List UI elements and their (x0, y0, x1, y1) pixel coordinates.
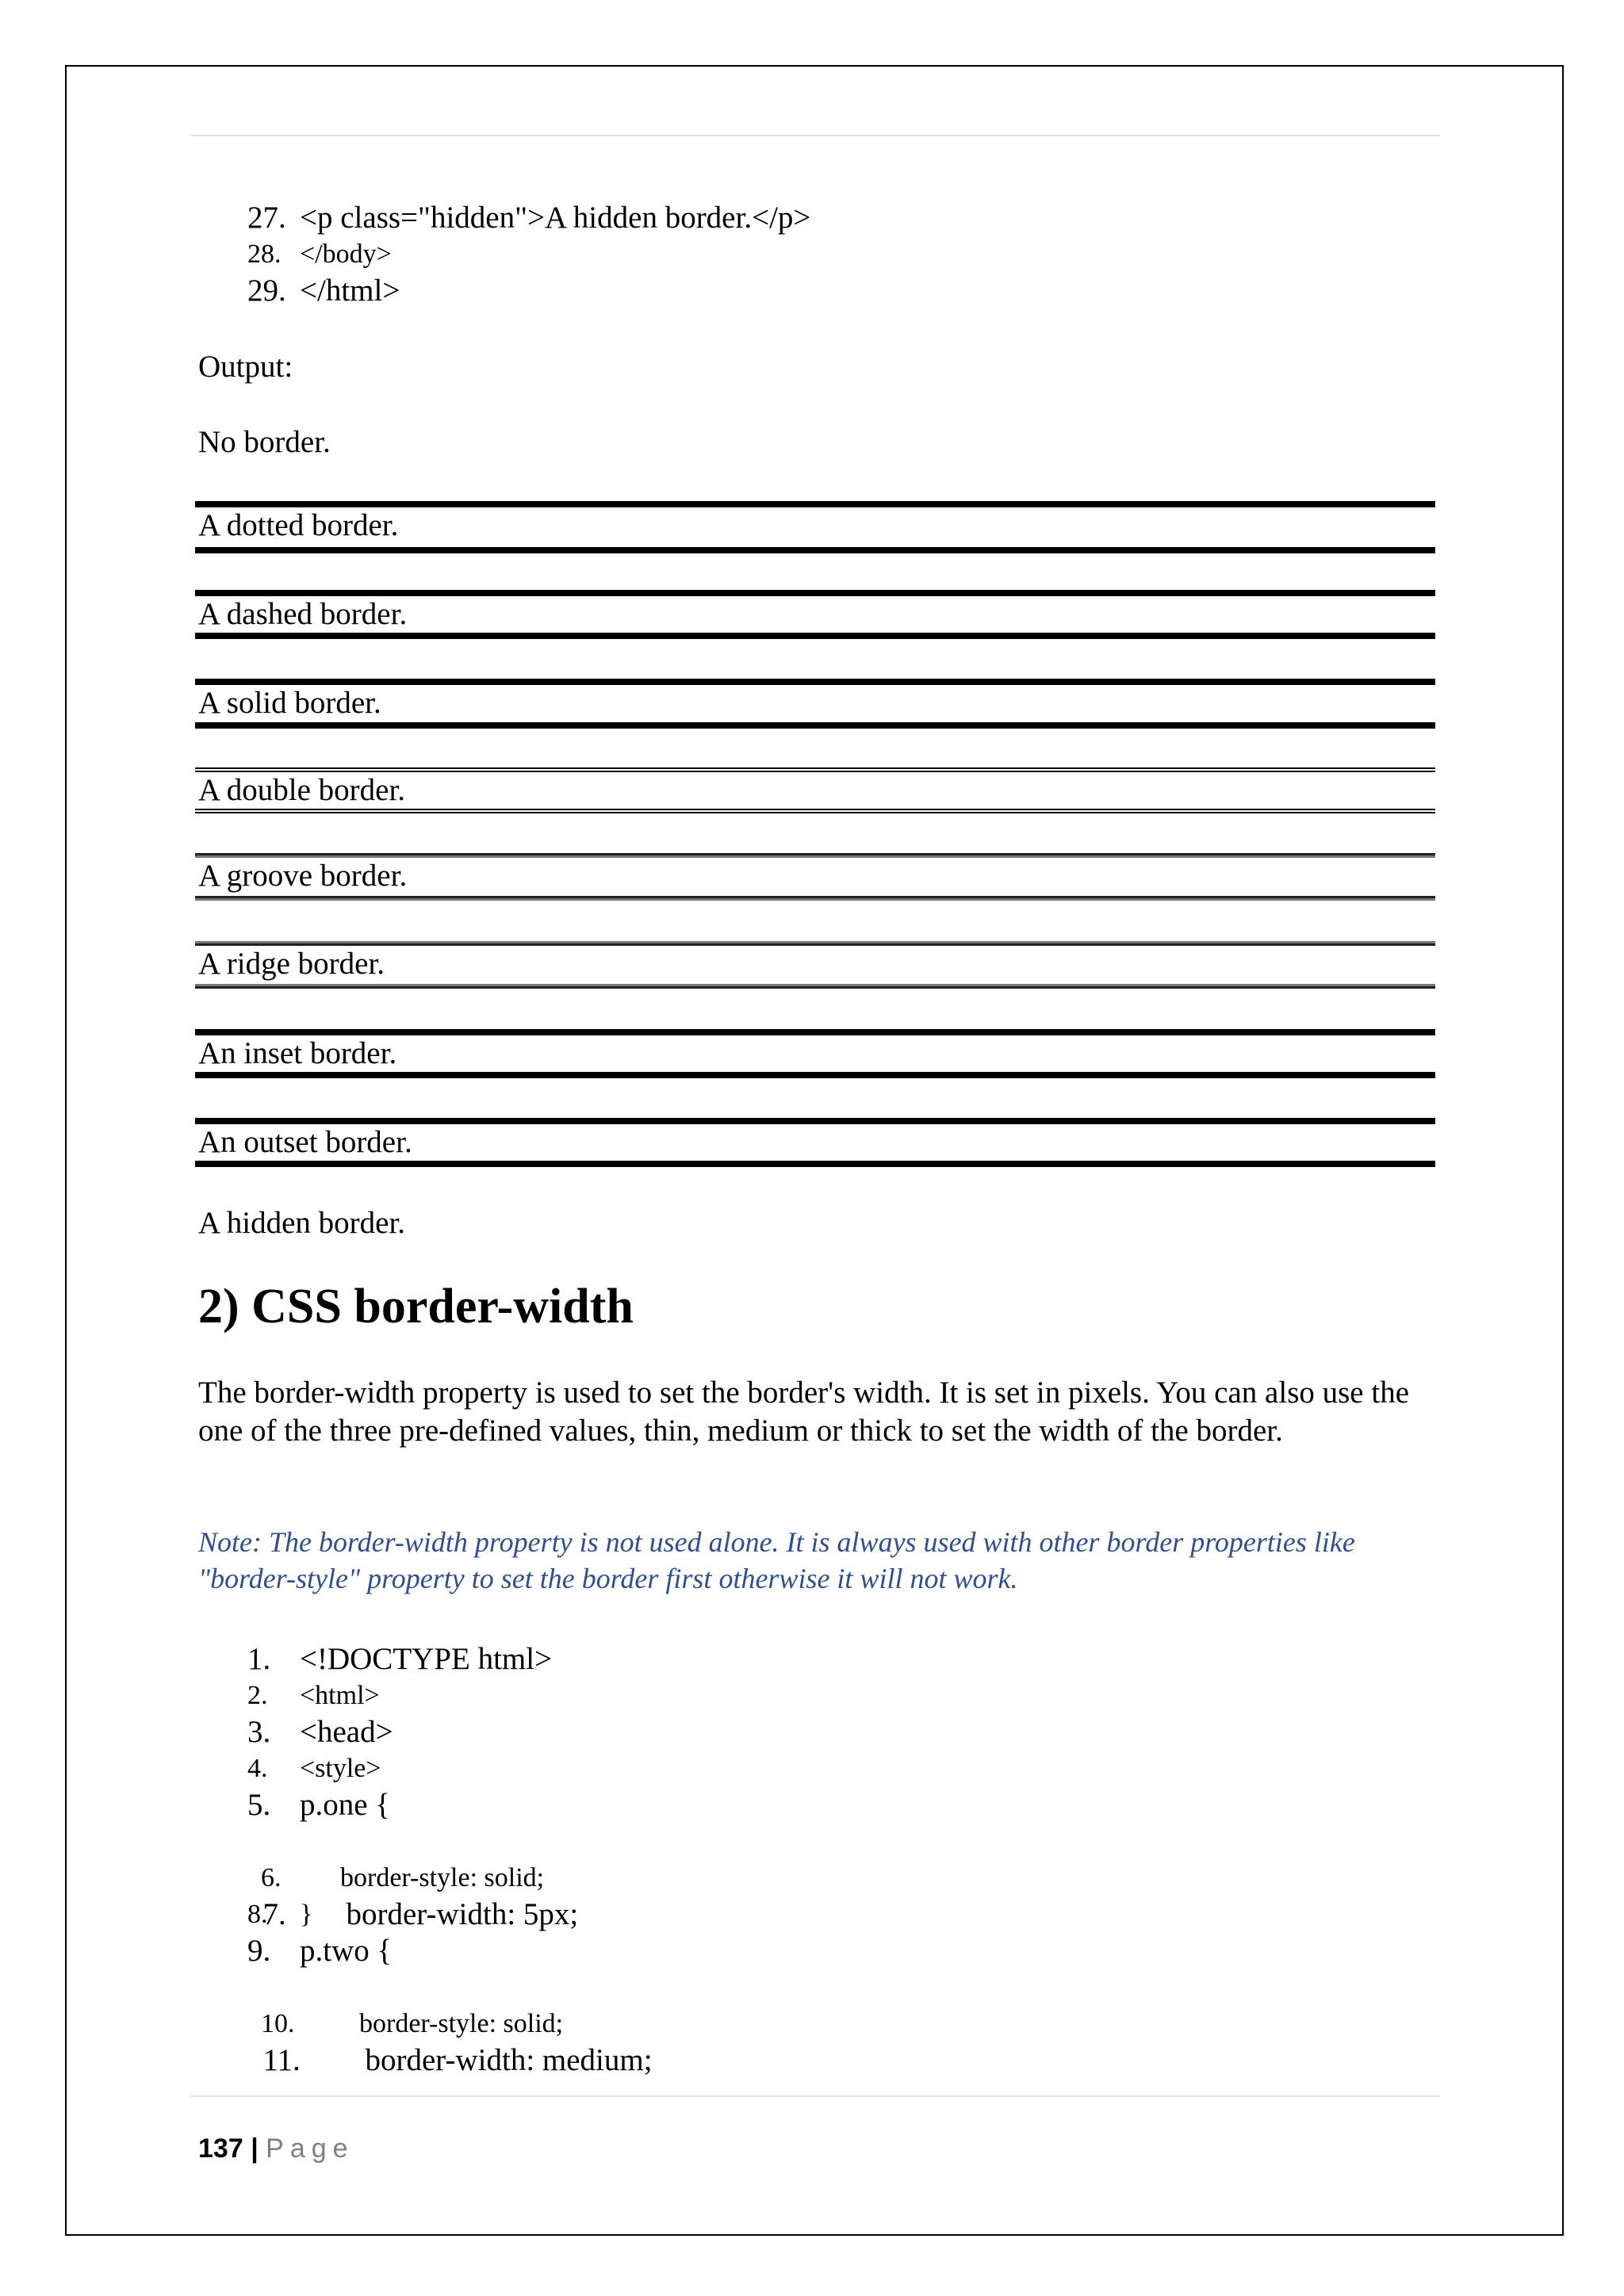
groove-border-box: A groove border. (195, 853, 1435, 901)
code-line-number: 9. (247, 1934, 271, 1968)
code-line-number: 11. (262, 2043, 301, 2077)
code-line-text: <head> (300, 1715, 393, 1749)
footer-separator: | (251, 2133, 259, 2164)
code-line-number: 8. (247, 1900, 268, 1929)
page-footer (198, 2133, 354, 2164)
code-line-number: 10. (261, 2009, 295, 2038)
code-line-number: 2. (247, 1681, 268, 1710)
code-line-number: 29. (247, 274, 286, 308)
code-line-number: 7. (262, 1897, 286, 1931)
code-line (247, 1787, 390, 1823)
code-line (247, 1714, 393, 1751)
double-border-box: A double border. (195, 767, 1435, 813)
code-line (247, 1751, 381, 1787)
code-line-text: border-width: 5px; (315, 1897, 579, 1931)
code-line-text: </body> (300, 239, 392, 269)
code-line (247, 200, 810, 236)
code-line (247, 236, 392, 273)
no-border-text: No border. (198, 425, 331, 459)
code-line-number: 27. (247, 201, 286, 235)
code-line (247, 1678, 380, 1714)
code-line-text: border-style: solid; (313, 1863, 545, 1892)
code-line-number: 6. (261, 1863, 282, 1892)
footer-rule (190, 2095, 1440, 2097)
code-line-text: p.two { (300, 1934, 393, 1968)
header-rule (190, 135, 1440, 136)
note-paragraph: Note: The border-width property is not used alone. It is always used with other border properties like "border-style" property to set the border first otherwise it will not work. (198, 1526, 1355, 1594)
dotted-border-box: A dotted border. (195, 501, 1435, 553)
code-line (247, 2006, 653, 2079)
code-line-text: <p class="hidden">A hidden border.</p> (300, 201, 811, 235)
code-line (247, 1896, 312, 1933)
code-line-number: 3. (247, 1715, 271, 1749)
output-label: Output: (198, 350, 293, 384)
section-heading: 2) CSS border-width (198, 1280, 634, 1334)
code-line (247, 273, 400, 309)
code-line-number: 4. (247, 1754, 268, 1783)
code-line-text: <style> (300, 1754, 381, 1783)
dashed-border-box: A dashed border. (195, 590, 1435, 639)
code-line-text: <!DOCTYPE html> (300, 1642, 553, 1676)
solid-border-box: A solid border. (195, 679, 1435, 729)
code-line-text: border-style: solid; (332, 2009, 564, 2038)
code-line-text: </html> (300, 274, 400, 308)
inset-border-box: An inset border. (195, 1029, 1435, 1078)
code-line-number: 1. (247, 1642, 271, 1676)
code-line-text: border-width: medium; (334, 2043, 653, 2077)
ridge-border-box: A ridge border. (195, 941, 1435, 989)
hidden-border-text: A hidden border. (198, 1206, 406, 1240)
code-line-text: p.one { (300, 1788, 391, 1822)
code-line-number: 28. (247, 239, 282, 269)
code-line-number: 5. (247, 1788, 271, 1822)
outset-border-box: An outset border. (195, 1118, 1435, 1167)
code-line (247, 1641, 552, 1678)
code-line (247, 1933, 392, 1969)
page-number: 137 (198, 2133, 243, 2164)
code-line-text: <html> (300, 1681, 380, 1710)
body-paragraph: The border-width property is used to set the border's width. It is set in pixels. You can also use the one of the three pre-defined values, thin, medium or thick to set the width of the border. (198, 1376, 1409, 1448)
page-label: Page (266, 2133, 354, 2164)
code-line-text: } (300, 1900, 313, 1929)
